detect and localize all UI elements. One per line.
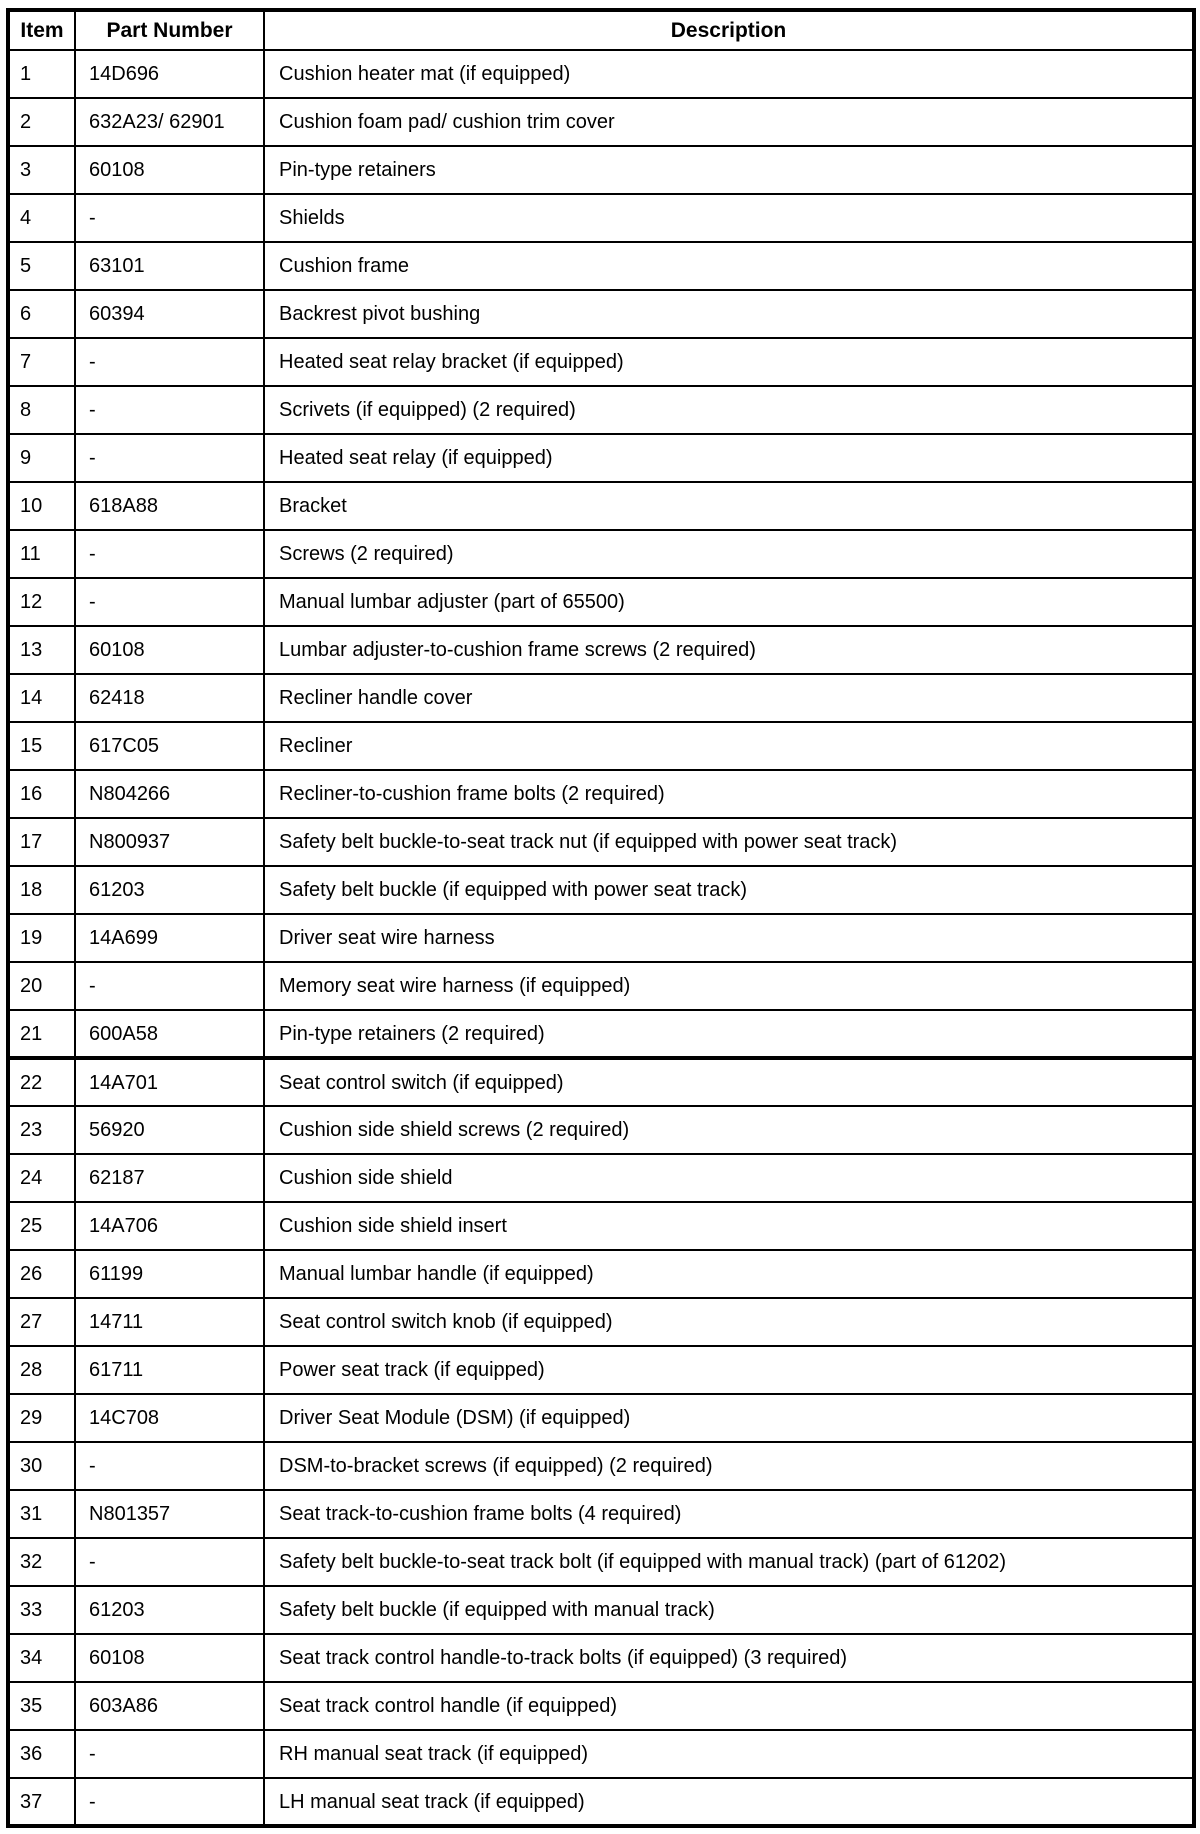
part-number-cell: 617C05 [75,722,264,770]
item-number-cell: 13 [8,626,75,674]
description-cell: Safety belt buckle-to-seat track bolt (if equipped with manual track) (part of 61202) [264,1538,1194,1586]
part-number-cell: - [75,530,264,578]
part-number-cell: 62187 [75,1154,264,1202]
part-number-cell: 63101 [75,242,264,290]
item-number-cell: 2 [8,98,75,146]
description-cell: Seat track-to-cushion frame bolts (4 required) [264,1490,1194,1538]
description-cell: Seat track control handle-to-track bolts (if equipped) (3 required) [264,1634,1194,1682]
item-number-cell: 28 [8,1346,75,1394]
table-row [8,434,1194,482]
table-row [8,242,1194,290]
description-cell: Recliner-to-cushion frame bolts (2 required) [264,770,1194,818]
part-number-cell: 60108 [75,146,264,194]
item-number-cell: 18 [8,866,75,914]
table-row [8,818,1194,866]
part-number-cell: 61199 [75,1250,264,1298]
description-cell: Heated seat relay bracket (if equipped) [264,338,1194,386]
item-number-cell: 37 [8,1778,75,1826]
description-cell: Seat control switch (if equipped) [264,1058,1194,1106]
item-number-cell: 12 [8,578,75,626]
header-row [8,10,1194,50]
item-number-cell: 22 [8,1058,75,1106]
item-number-cell: 17 [8,818,75,866]
item-number-cell: 31 [8,1490,75,1538]
table-row [8,1058,1194,1106]
part-number-cell: 60108 [75,626,264,674]
part-number-cell: - [75,194,264,242]
table-row [8,1106,1194,1154]
part-number-cell: 632A23/ 62901 [75,98,264,146]
table-row [8,290,1194,338]
description-cell: Bracket [264,482,1194,530]
item-number-cell: 21 [8,1010,75,1058]
description-cell: Screws (2 required) [264,530,1194,578]
part-number-cell: 61711 [75,1346,264,1394]
description-cell: Memory seat wire harness (if equipped) [264,962,1194,1010]
part-number-cell: 14A706 [75,1202,264,1250]
item-number-cell: 15 [8,722,75,770]
part-number-cell: 56920 [75,1106,264,1154]
description-cell: Heated seat relay (if equipped) [264,434,1194,482]
item-number-cell: 33 [8,1586,75,1634]
table-row [8,530,1194,578]
table-row [8,50,1194,98]
part-number-cell: - [75,1538,264,1586]
description-cell: Driver seat wire harness [264,914,1194,962]
table-row [8,1394,1194,1442]
item-number-cell: 7 [8,338,75,386]
item-number-cell: 9 [8,434,75,482]
table-row [8,1298,1194,1346]
description-cell: Safety belt buckle (if equipped with power seat track) [264,866,1194,914]
description-cell: Pin-type retainers [264,146,1194,194]
part-number-cell: - [75,1778,264,1826]
part-number-cell: N800937 [75,818,264,866]
item-number-cell: 10 [8,482,75,530]
item-number-cell: 36 [8,1730,75,1778]
table-row [8,1154,1194,1202]
part-number-cell: 60394 [75,290,264,338]
table-row [8,1682,1194,1730]
table-row [8,722,1194,770]
description-cell: Cushion frame [264,242,1194,290]
description-cell: Seat control switch knob (if equipped) [264,1298,1194,1346]
parts-list-table [6,8,1196,1828]
table-row [8,1778,1194,1826]
description-cell: Recliner [264,722,1194,770]
part-number-cell: - [75,1730,264,1778]
table-row [8,674,1194,722]
table-row [8,962,1194,1010]
item-number-cell: 5 [8,242,75,290]
part-number-cell: 62418 [75,674,264,722]
item-number-cell: 8 [8,386,75,434]
item-number-cell: 30 [8,1442,75,1490]
table-row [8,482,1194,530]
table-row [8,1250,1194,1298]
part-number-cell: - [75,386,264,434]
item-number-cell: 1 [8,50,75,98]
table-row [8,866,1194,914]
item-number-cell: 19 [8,914,75,962]
description-cell: RH manual seat track (if equipped) [264,1730,1194,1778]
item-number-cell: 24 [8,1154,75,1202]
parts-table-body [8,50,1194,1826]
description-cell: Shields [264,194,1194,242]
table-row [8,146,1194,194]
part-number-cell: 14C708 [75,1394,264,1442]
item-number-cell: 26 [8,1250,75,1298]
table-row [8,338,1194,386]
description-cell: Safety belt buckle (if equipped with manual track) [264,1586,1194,1634]
item-number-cell: 6 [8,290,75,338]
description-cell: Power seat track (if equipped) [264,1346,1194,1394]
table-row [8,914,1194,962]
description-cell: Recliner handle cover [264,674,1194,722]
table-row [8,1346,1194,1394]
item-number-cell: 27 [8,1298,75,1346]
part-number-cell: - [75,962,264,1010]
part-number-cell: 61203 [75,1586,264,1634]
part-number-cell: - [75,338,264,386]
item-number-cell: 35 [8,1682,75,1730]
item-number-cell: 3 [8,146,75,194]
table-row [8,194,1194,242]
description-cell: Scrivets (if equipped) (2 required) [264,386,1194,434]
part-number-cell: 14A701 [75,1058,264,1106]
part-number-cell: 618A88 [75,482,264,530]
part-number-cell: 14711 [75,1298,264,1346]
item-number-cell: 14 [8,674,75,722]
item-number-cell: 16 [8,770,75,818]
table-row [8,1730,1194,1778]
column-header-part-number: Part Number [75,10,264,50]
item-number-cell: 4 [8,194,75,242]
part-number-cell: 603A86 [75,1682,264,1730]
table-row [8,98,1194,146]
column-header-description: Description [264,10,1194,50]
description-cell: LH manual seat track (if equipped) [264,1778,1194,1826]
table-row [8,770,1194,818]
item-number-cell: 11 [8,530,75,578]
description-cell: Cushion side shield [264,1154,1194,1202]
part-number-cell: 14D696 [75,50,264,98]
description-cell: DSM-to-bracket screws (if equipped) (2 required) [264,1442,1194,1490]
description-cell: Manual lumbar adjuster (part of 65500) [264,578,1194,626]
table-row [8,1202,1194,1250]
table-row [8,1586,1194,1634]
table-row [8,1442,1194,1490]
description-cell: Manual lumbar handle (if equipped) [264,1250,1194,1298]
description-cell: Driver Seat Module (DSM) (if equipped) [264,1394,1194,1442]
description-cell: Cushion side shield screws (2 required) [264,1106,1194,1154]
description-cell: Safety belt buckle-to-seat track nut (if equipped with power seat track) [264,818,1194,866]
description-cell: Seat track control handle (if equipped) [264,1682,1194,1730]
description-cell: Cushion heater mat (if equipped) [264,50,1194,98]
description-cell: Cushion foam pad/ cushion trim cover [264,98,1194,146]
table-row [8,1634,1194,1682]
part-number-cell: 60108 [75,1634,264,1682]
description-cell: Pin-type retainers (2 required) [264,1010,1194,1058]
table-row [8,626,1194,674]
part-number-cell: 14A699 [75,914,264,962]
table-row [8,1010,1194,1058]
part-number-cell: 61203 [75,866,264,914]
table-row [8,578,1194,626]
part-number-cell: - [75,434,264,482]
item-number-cell: 29 [8,1394,75,1442]
table-row [8,1490,1194,1538]
part-number-cell: - [75,578,264,626]
table-row [8,1538,1194,1586]
description-cell: Cushion side shield insert [264,1202,1194,1250]
description-cell: Lumbar adjuster-to-cushion frame screws (2 required) [264,626,1194,674]
item-number-cell: 32 [8,1538,75,1586]
table-row [8,386,1194,434]
item-number-cell: 23 [8,1106,75,1154]
item-number-cell: 34 [8,1634,75,1682]
table-header [8,10,1194,50]
column-header-item: Item [8,10,75,50]
description-cell: Backrest pivot bushing [264,290,1194,338]
part-number-cell: N801357 [75,1490,264,1538]
item-number-cell: 20 [8,962,75,1010]
part-number-cell: - [75,1442,264,1490]
part-number-cell: N804266 [75,770,264,818]
item-number-cell: 25 [8,1202,75,1250]
part-number-cell: 600A58 [75,1010,264,1058]
